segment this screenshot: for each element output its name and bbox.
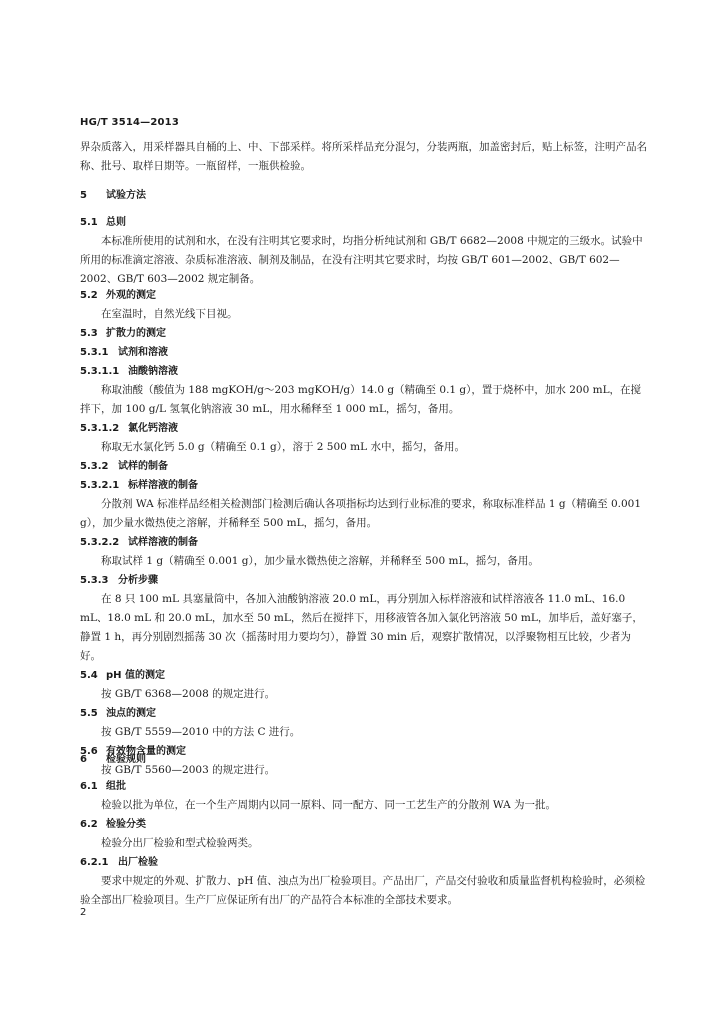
paragraph-5-3-1-2: 称取无水氯化钙 5.0 g（精确至 0.1 g），溶于 2 500 mL 水中，摇匀，备用。 [101, 441, 465, 453]
paragraph-5-6: 按 GB/T 5560—2003 的规定进行。 [101, 764, 276, 776]
paragraph-6-2-1: 要求中规定的外观、扩散力、pH 值、浊点为出厂检验项目。产品出厂，产品交付验收和质量监督机构检验时，必须检验全部出厂检验项目。生产厂应保证所有出厂的产品符合本标准的全部技术要求。 [80, 875, 646, 906]
heading-6-1: 6.1 组批 [80, 781, 126, 792]
continuation-paragraph: 界杂质落入，用采样器具自桶的上、中、下部采样。将所采样品充分混匀，分装两瓶，加盖密封后，贴上标签，注明产品名称、批号、取样日期等。一瓶留样，一瓶供检验。 [80, 141, 647, 172]
heading-5: 5 试验方法 [80, 190, 146, 201]
paragraph-5-5: 按 GB/T 5559—2010 中的方法 C 进行。 [101, 726, 301, 738]
paragraph-5-1: 本标准所使用的试剂和水，在没有注明其它要求时，均指分析纯试剂和 GB/T 6682—2008 中规定的三级水。试验中所用的标准滴定溶液、杂质标准溶液、制剂及制品，在没有注明其它要求时，均按 GB/T 601—2002、GB/T 602—2002、GB/T 603—2002 规定制备。 [80, 235, 643, 285]
heading-5-1: 5.1 总则 [80, 217, 126, 228]
heading-5-3-3: 5.3.3 分析步骤 [80, 575, 158, 586]
continuation-block [80, 138, 648, 176]
section-5-2 [80, 286, 648, 780]
heading-6-2-1: 6.2.1 出厂检验 [80, 857, 158, 868]
section-6 [80, 750, 648, 769]
heading-6-2: 6.2 检验分类 [80, 819, 146, 830]
heading-5-3-2: 5.3.2 试样的制备 [80, 461, 168, 472]
paragraph-5-3-2-2: 称取试样 1 g（精确至 0.001 g），加少量水微热使之溶解，并稀释至 500 mL，摇匀，备用。 [101, 555, 539, 567]
paragraph-6-2: 检验分出厂检验和型式检验两类。 [101, 837, 259, 849]
heading-5-3-1-2: 5.3.1.2 氯化钙溶液 [80, 423, 178, 434]
paragraph-5-3-2-1: 分散剂 WA 标准样品经相关检测部门检测后确认各项指标均达到行业标准的要求，称取标准样品 1 g（精确至 0.001 g），加少量水微热使之溶解，并稀释至 500 mL，摇匀，备用。 [80, 498, 641, 529]
section-6-body [80, 777, 648, 910]
standard-code-header: HG/T 3514—2013 [80, 117, 179, 128]
heading-5-3: 5.3 扩散力的测定 [80, 328, 166, 339]
heading-5-5: 5.5 浊点的测定 [80, 708, 156, 719]
paragraph-6-1: 检验以批为单位，在一个生产周期内以同一原料、同一配方、同一工艺生产的分散剂 WA 为一批。 [101, 799, 557, 811]
section-5-1 [80, 213, 648, 289]
paragraph-5-2: 在室温时，自然光线下目视。 [101, 308, 238, 320]
heading-5-3-1-1: 5.3.1.1 油酸钠溶液 [80, 366, 178, 377]
heading-6: 6 检验规则 [80, 754, 146, 765]
heading-5-2: 5.2 外观的测定 [80, 290, 156, 301]
section-5 [80, 186, 648, 205]
heading-5-3-1: 5.3.1 试剂和溶液 [80, 347, 168, 358]
heading-5-6: 5.6 有效物含量的测定 [80, 746, 186, 757]
page-number: 2 [80, 907, 87, 918]
paragraph-5-3-3: 在 8 只 100 mL 具塞量筒中，各加入油酸钠溶液 20.0 mL，再分别加入标样溶液和试样溶液各 11.0 mL、16.0 mL、18.0 mL 和 20.0 mL，加水至 50 mL，然后在搅拌下，用移液管各加入氯化钙溶液 50 mL，加毕后，盖好塞子，静置 1 h，再分别剧烈摇荡 30 次（摇荡时用力要均匀），静置 30 min 后，观察扩散情况，以浮聚物相互比较，少者为好。 [80, 593, 643, 662]
heading-5-3-2-2: 5.3.2.2 试样溶液的制备 [80, 537, 198, 548]
heading-5-4: 5.4 pH 值的测定 [80, 670, 166, 681]
paragraph-5-4: 按 GB/T 6368—2008 的规定进行。 [101, 688, 276, 700]
heading-5-3-2-1: 5.3.2.1 标样溶液的制备 [80, 480, 198, 491]
paragraph-5-3-1-1: 称取油酸（酸值为 188 mgKOH/g～203 mgKOH/g）14.0 g（精确至 0.1 g），置于烧杯中，加水 200 mL，在搅拌下，加 100 g/L 氢氧化钠溶液 30 mL，用水稀释至 1 000 mL，摇匀，备用。 [80, 384, 642, 415]
